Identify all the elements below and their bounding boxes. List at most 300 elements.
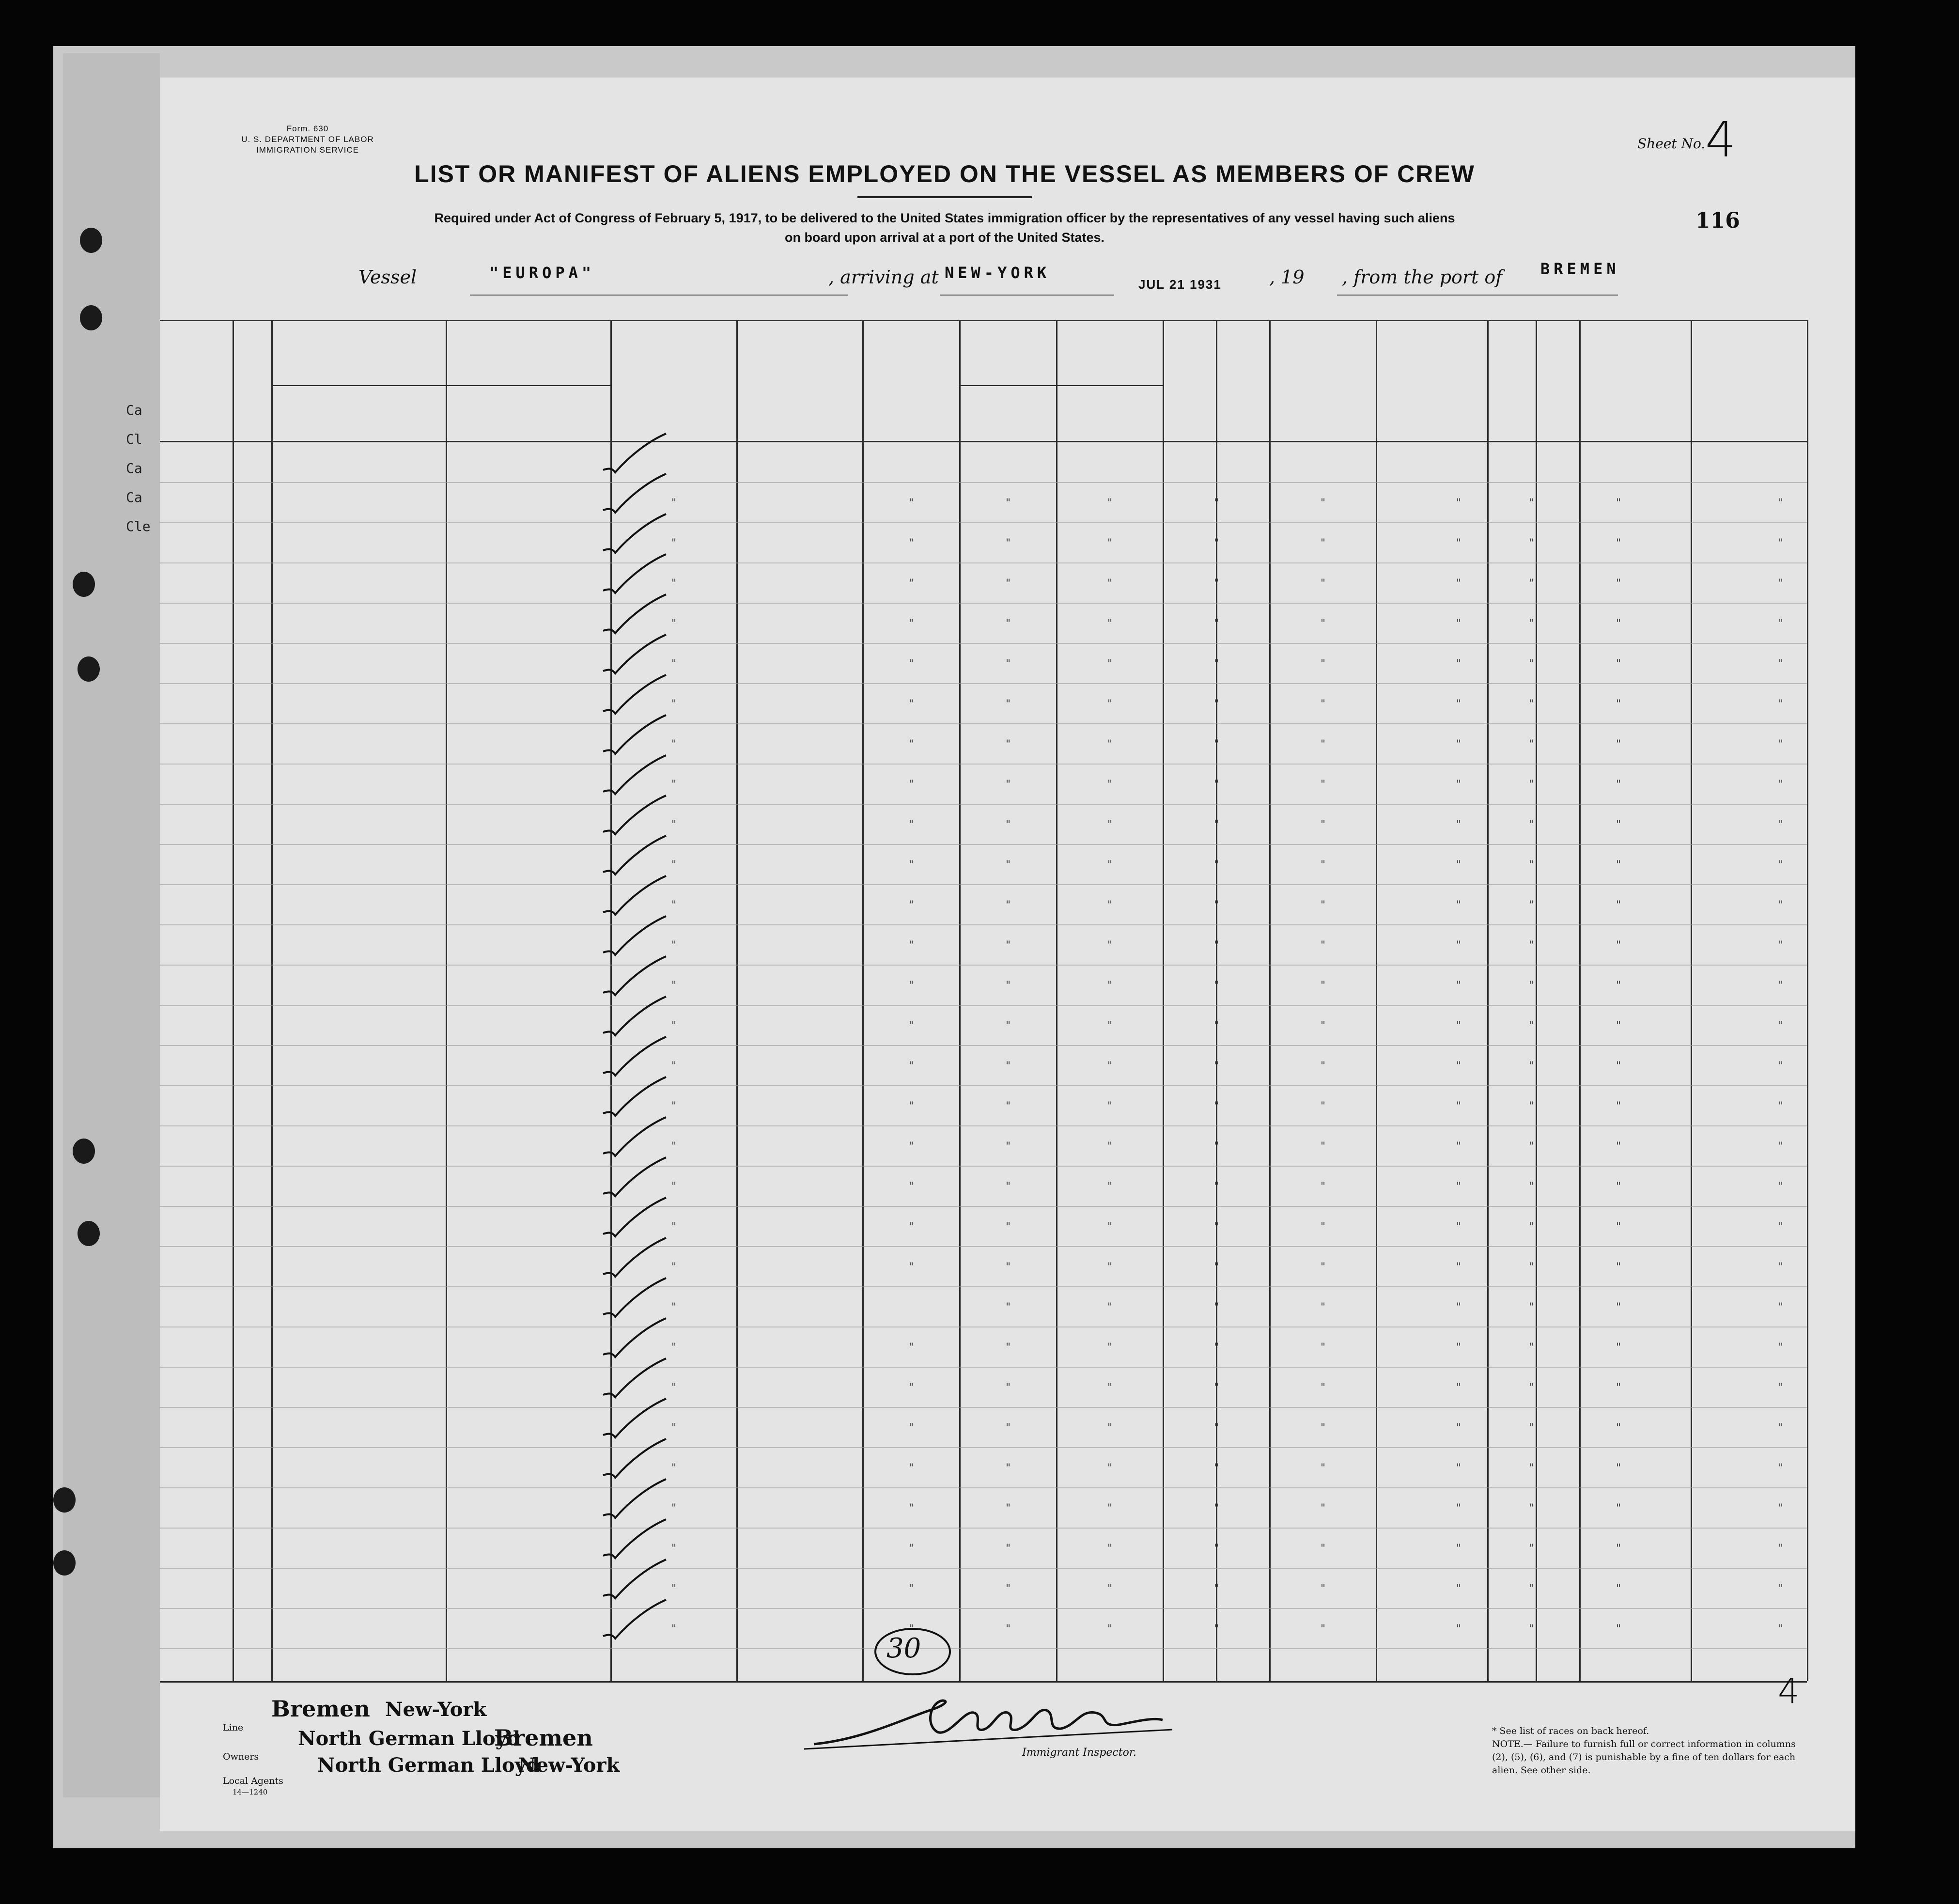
- check-mark-icon: [601, 793, 669, 837]
- ditto-mark: ": [671, 1100, 677, 1112]
- table-row-rule: [160, 804, 1807, 805]
- page-number: 116: [1695, 208, 1740, 233]
- ditto-mark: ": [1616, 537, 1621, 549]
- ditto-mark: ": [1006, 1060, 1011, 1072]
- ditto-mark: ": [909, 658, 914, 670]
- ditto-mark: ": [1456, 618, 1461, 630]
- ditto-mark: ": [671, 738, 677, 750]
- ditto-mark: ": [1006, 1543, 1011, 1555]
- vessel-underline: [470, 295, 848, 296]
- column-divider: [1487, 320, 1489, 1681]
- arrival-port: NEW-YORK: [945, 264, 1051, 282]
- ditto-mark: ": [671, 779, 677, 791]
- ditto-mark: ": [1006, 618, 1011, 630]
- punch-hole: [80, 305, 102, 330]
- table-row-rule: [160, 1085, 1807, 1086]
- check-mark-icon: [601, 431, 669, 475]
- ditto-mark: ": [1107, 1543, 1113, 1555]
- check-mark-icon: [601, 471, 669, 515]
- manifest-sheet: [160, 78, 1855, 1831]
- ditto-mark: ": [909, 859, 914, 871]
- column-divider: [271, 320, 273, 1681]
- ditto-mark: ": [1778, 577, 1784, 590]
- owners-label: Owners: [223, 1751, 259, 1762]
- table-row-rule: [160, 884, 1807, 885]
- check-mark-icon: [601, 1316, 669, 1359]
- ditto-mark: ": [671, 1342, 677, 1354]
- ditto-mark: ": [1006, 658, 1011, 670]
- ditto-mark: ": [1456, 1020, 1461, 1032]
- check-mark-icon: [601, 914, 669, 957]
- ditto-mark: ": [1321, 779, 1326, 791]
- ditto-mark: ": [671, 1020, 677, 1032]
- check-mark-icon: [601, 994, 669, 1038]
- ditto-mark: ": [671, 980, 677, 992]
- departure-underline: [1337, 295, 1618, 296]
- ditto-mark: ": [1529, 577, 1534, 590]
- ditto-mark: ": [1456, 497, 1461, 509]
- ditto-mark: ": [909, 497, 914, 509]
- owners-value-2: Bremen: [494, 1725, 593, 1751]
- ditto-mark: ": [1214, 497, 1219, 509]
- ditto-mark: ": [1529, 1060, 1534, 1072]
- ditto-mark: ": [1778, 779, 1784, 791]
- ditto-mark: ": [1778, 1543, 1784, 1555]
- ditto-mark: ": [1321, 1382, 1326, 1394]
- ditto-mark: ": [1321, 1422, 1326, 1434]
- total-count: 30: [886, 1633, 921, 1664]
- ditto-mark: ": [1214, 1502, 1219, 1514]
- ditto-mark: ": [1616, 1422, 1621, 1434]
- footnote: [1492, 1725, 1812, 1777]
- column-divider: [1269, 320, 1271, 1681]
- ditto-mark: ": [671, 1583, 677, 1595]
- check-mark-icon: [601, 1557, 669, 1601]
- ditto-mark: ": [1778, 1020, 1784, 1032]
- ditto-mark: ": [1616, 1502, 1621, 1514]
- ditto-mark: ": [1456, 738, 1461, 750]
- ditto-mark: ": [1456, 658, 1461, 670]
- ditto-mark: ": [909, 577, 914, 590]
- ditto-mark: ": [909, 1342, 914, 1354]
- table-row-rule: [160, 1568, 1807, 1569]
- ditto-mark: ": [909, 1181, 914, 1193]
- ditto-mark: ": [671, 618, 677, 630]
- ditto-mark: ": [1006, 1020, 1011, 1032]
- ditto-mark: ": [1214, 1342, 1219, 1354]
- ditto-mark: ": [1456, 1623, 1461, 1635]
- ditto-mark: ": [909, 537, 914, 549]
- ditto-mark: ": [1616, 939, 1621, 952]
- ditto-mark: ": [1529, 980, 1534, 992]
- service-name: IMMIGRATION SERVICE: [256, 145, 359, 155]
- ditto-mark: ": [1778, 1261, 1784, 1273]
- ditto-mark: ": [1616, 819, 1621, 831]
- table-row-rule: [160, 844, 1807, 845]
- ditto-mark: ": [1006, 1140, 1011, 1153]
- ditto-mark: ": [1107, 577, 1113, 590]
- ditto-mark: ": [1456, 1583, 1461, 1595]
- ditto-mark: ": [1456, 1301, 1461, 1313]
- ditto-mark: ": [1778, 698, 1784, 710]
- ditto-mark: ": [909, 1261, 914, 1273]
- ditto-mark: ": [1529, 1301, 1534, 1313]
- ditto-mark: ": [671, 497, 677, 509]
- crew-table: [160, 320, 1807, 1701]
- ditto-mark: ": [1214, 1060, 1219, 1072]
- ditto-mark: ": [1006, 1261, 1011, 1273]
- table-row-rule: [160, 1286, 1807, 1287]
- ditto-mark: ": [1616, 1140, 1621, 1153]
- table-row-rule: [160, 562, 1807, 563]
- margin-mark: 4: [1778, 1671, 1800, 1711]
- department-name: U. S. DEPARTMENT OF LABOR: [241, 135, 374, 144]
- ditto-mark: ": [1778, 1181, 1784, 1193]
- ditto-mark: ": [671, 819, 677, 831]
- ditto-mark: ": [1006, 1502, 1011, 1514]
- ditto-mark: ": [1321, 1140, 1326, 1153]
- ditto-mark: ": [1214, 1382, 1219, 1394]
- ditto-mark: ": [1778, 1382, 1784, 1394]
- check-mark-icon: [601, 672, 669, 716]
- year-prefix: , 19: [1269, 266, 1305, 288]
- ditto-mark: ": [1529, 1422, 1534, 1434]
- ditto-mark: ": [1214, 1543, 1219, 1555]
- ditto-mark: ": [1529, 1221, 1534, 1233]
- ditto-mark: ": [1006, 1181, 1011, 1193]
- table-row-rule: [160, 924, 1807, 925]
- ditto-mark: ": [1107, 1261, 1113, 1273]
- ditto-mark: ": [1214, 819, 1219, 831]
- ditto-mark: ": [909, 1382, 914, 1394]
- ditto-mark: ": [1214, 1181, 1219, 1193]
- ditto-mark: ": [1214, 738, 1219, 750]
- ditto-mark: ": [1214, 980, 1219, 992]
- ditto-mark: ": [1616, 658, 1621, 670]
- ditto-mark: ": [1107, 1060, 1113, 1072]
- ditto-mark: ": [1006, 779, 1011, 791]
- check-mark-icon: [601, 632, 669, 676]
- ditto-mark: ": [1107, 1462, 1113, 1474]
- ditto-mark: ": [1616, 1543, 1621, 1555]
- ditto-mark: ": [1214, 698, 1219, 710]
- check-mark-icon: [601, 1195, 669, 1239]
- ditto-mark: ": [671, 1422, 677, 1434]
- column-divider: [862, 320, 864, 1681]
- ditto-mark: ": [1107, 698, 1113, 710]
- check-mark-icon: [601, 1597, 669, 1641]
- ditto-mark: ": [1107, 859, 1113, 871]
- ditto-mark: ": [1006, 859, 1011, 871]
- ditto-mark: ": [1616, 1623, 1621, 1635]
- column-divider: [1691, 320, 1692, 1681]
- table-row-rule: [160, 1407, 1807, 1408]
- ditto-mark: ": [1456, 899, 1461, 911]
- ditto-mark: ": [1456, 1100, 1461, 1112]
- ditto-mark: ": [1006, 899, 1011, 911]
- ditto-mark: ": [1778, 1301, 1784, 1313]
- ditto-mark: ": [1456, 1342, 1461, 1354]
- sheet-number-label: Sheet No.: [1637, 136, 1706, 152]
- ditto-mark: ": [1321, 658, 1326, 670]
- ditto-mark: ": [1778, 738, 1784, 750]
- ditto-mark: ": [1107, 1301, 1113, 1313]
- ditto-mark: ": [1006, 1221, 1011, 1233]
- check-mark-icon: [601, 1477, 669, 1520]
- ditto-mark: ": [1006, 577, 1011, 590]
- ditto-mark: ": [909, 1422, 914, 1434]
- table-row-rule: [160, 1367, 1807, 1368]
- ditto-mark: ": [1321, 537, 1326, 549]
- ditto-mark: ": [1529, 1181, 1534, 1193]
- ditto-mark: ": [1529, 497, 1534, 509]
- ditto-mark: ": [1214, 1140, 1219, 1153]
- ditto-mark: ": [909, 1502, 914, 1514]
- ditto-mark: ": [1321, 980, 1326, 992]
- ditto-mark: ": [1456, 1382, 1461, 1394]
- subtitle-line-1: Required under Act of Congress of February 5, 1917, to be delivered to the United States immigration officer by the representatives of any vessel having such aliens: [434, 211, 1455, 225]
- ditto-mark: ": [671, 1301, 677, 1313]
- ditto-mark: ": [1321, 899, 1326, 911]
- ditto-mark: ": [1616, 618, 1621, 630]
- ditto-mark: ": [1778, 497, 1784, 509]
- ditto-mark: ": [1616, 1462, 1621, 1474]
- ditto-mark: ": [1529, 1342, 1534, 1354]
- table-row-rule: [160, 522, 1807, 523]
- table-row-rule: [160, 1447, 1807, 1448]
- check-mark-icon: [601, 552, 669, 595]
- ditto-mark: ": [1616, 1020, 1621, 1032]
- ditto-mark: ": [909, 1020, 914, 1032]
- ditto-mark: ": [1529, 859, 1534, 871]
- column-divider: [1807, 320, 1808, 1681]
- ditto-mark: ": [1778, 1502, 1784, 1514]
- ditto-mark: ": [1107, 1382, 1113, 1394]
- ditto-mark: ": [1214, 537, 1219, 549]
- ditto-mark: ": [1107, 1100, 1113, 1112]
- owners-value-1: North German Lloyd: [298, 1727, 520, 1750]
- ditto-mark: ": [1529, 779, 1534, 791]
- ditto-mark: ": [1214, 577, 1219, 590]
- ditto-mark: ": [1214, 859, 1219, 871]
- ditto-mark: ": [671, 1382, 677, 1394]
- ditto-mark: ": [909, 618, 914, 630]
- ditto-mark: ": [1778, 899, 1784, 911]
- ditto-mark: ": [1456, 1060, 1461, 1072]
- check-mark-icon: [601, 833, 669, 877]
- ditto-mark: ": [1456, 1422, 1461, 1434]
- ditto-mark: ": [1107, 819, 1113, 831]
- vessel-label: Vessel: [358, 266, 417, 288]
- ditto-mark: ": [1321, 1181, 1326, 1193]
- column-divider: [1579, 320, 1581, 1681]
- ditto-mark: ": [909, 1140, 914, 1153]
- footnote-penalty: NOTE.— Failure to furnish full or correct information in columns (2), (5), (6), and (7) is punishable by a fine of ten dollars for each alien. See other side.: [1492, 1739, 1796, 1776]
- ditto-mark: ": [1456, 1462, 1461, 1474]
- line-value-1: Bremen: [271, 1696, 370, 1722]
- ditto-mark: ": [671, 1181, 677, 1193]
- check-mark-icon: [601, 1396, 669, 1440]
- ditto-mark: ": [1616, 779, 1621, 791]
- table-row-rule: [160, 683, 1807, 684]
- ditto-mark: ": [1529, 618, 1534, 630]
- ditto-mark: ": [1321, 1221, 1326, 1233]
- ditto-mark: ": [1616, 980, 1621, 992]
- ditto-mark: ": [1107, 1422, 1113, 1434]
- ditto-mark: ": [671, 859, 677, 871]
- ditto-mark: ": [671, 1543, 677, 1555]
- ditto-mark: ": [1214, 1301, 1219, 1313]
- ditto-mark: ": [1616, 1382, 1621, 1394]
- ditto-mark: ": [1778, 980, 1784, 992]
- department-block: [206, 124, 409, 156]
- ditto-mark: ": [1616, 698, 1621, 710]
- check-mark-icon: [601, 713, 669, 756]
- ditto-mark: ": [1778, 1462, 1784, 1474]
- punch-hole: [80, 228, 102, 253]
- inspector-label: Immigrant Inspector.: [1022, 1747, 1136, 1759]
- page-title: LIST OR MANIFEST OF ALIENS EMPLOYED ON THE VESSEL AS MEMBERS OF CREW: [414, 160, 1475, 187]
- ditto-mark: ": [671, 1140, 677, 1153]
- check-mark-icon: [601, 753, 669, 796]
- column-divider: [1376, 320, 1377, 1681]
- ditto-mark: ": [1778, 1100, 1784, 1112]
- ditto-mark: ": [1778, 618, 1784, 630]
- punch-hole: [78, 1221, 100, 1246]
- ditto-mark: ": [1107, 537, 1113, 549]
- line-label: Line: [223, 1722, 244, 1733]
- vessel-name: "EUROPA": [489, 264, 595, 282]
- ditto-mark: ": [671, 698, 677, 710]
- ditto-mark: ": [1006, 698, 1011, 710]
- table-row-rule: [160, 603, 1807, 604]
- check-mark-icon: [601, 874, 669, 917]
- ditto-mark: ": [1321, 819, 1326, 831]
- ditto-mark: ": [1006, 1462, 1011, 1474]
- table-row-rule: [160, 643, 1807, 644]
- ditto-mark: ": [1321, 1462, 1326, 1474]
- ditto-mark: ": [1214, 1221, 1219, 1233]
- table-row-rule: [160, 1125, 1807, 1126]
- sheet-number: 4: [1705, 111, 1736, 168]
- ditto-mark: ": [909, 1221, 914, 1233]
- ditto-mark: ": [1529, 939, 1534, 952]
- ditto-mark: ": [1321, 497, 1326, 509]
- table-row-rule: [160, 1005, 1807, 1006]
- ditto-mark: ": [1529, 1502, 1534, 1514]
- table-row-rule: [160, 1648, 1807, 1649]
- ditto-mark: ": [1107, 618, 1113, 630]
- punch-hole: [73, 1139, 95, 1164]
- ditto-mark: ": [1107, 1502, 1113, 1514]
- ditto-mark: ": [1214, 899, 1219, 911]
- ditto-mark: ": [1456, 537, 1461, 549]
- agents-code: 14—1240: [233, 1788, 268, 1796]
- ditto-mark: ": [1321, 939, 1326, 952]
- ditto-mark: ": [1321, 738, 1326, 750]
- ditto-mark: ": [909, 1060, 914, 1072]
- ditto-mark: ": [1321, 1020, 1326, 1032]
- ditto-mark: ": [1321, 1502, 1326, 1514]
- ditto-mark: ": [1107, 1623, 1113, 1635]
- ditto-mark: ": [1107, 980, 1113, 992]
- table-row-rule: [160, 1246, 1807, 1247]
- side-label: Cl: [126, 431, 142, 447]
- ditto-mark: ": [1321, 577, 1326, 590]
- ditto-mark: ": [1321, 1301, 1326, 1313]
- table-header-rule: [160, 441, 1807, 442]
- ditto-mark: ": [1456, 939, 1461, 952]
- ditto-mark: ": [1214, 1583, 1219, 1595]
- ditto-mark: ": [1006, 1583, 1011, 1595]
- ditto-mark: ": [1456, 577, 1461, 590]
- table-row-rule: [160, 482, 1807, 483]
- ditto-mark: ": [1006, 1623, 1011, 1635]
- ditto-mark: ": [1456, 1181, 1461, 1193]
- ditto-mark: ": [1321, 698, 1326, 710]
- ditto-mark: ": [1778, 537, 1784, 549]
- ditto-mark: ": [1778, 1140, 1784, 1153]
- ditto-mark: ": [1778, 939, 1784, 952]
- shipped-subheader-rule: [959, 385, 1163, 386]
- ditto-mark: ": [1006, 939, 1011, 952]
- ditto-mark: ": [1529, 1382, 1534, 1394]
- ditto-mark: ": [1107, 899, 1113, 911]
- ditto-mark: ": [1456, 1543, 1461, 1555]
- check-mark-icon: [601, 592, 669, 636]
- ditto-mark: ": [1616, 1261, 1621, 1273]
- check-mark-icon: [601, 1034, 669, 1078]
- check-mark-icon: [601, 1235, 669, 1279]
- check-mark-icon: [601, 1075, 669, 1118]
- check-mark-icon: [601, 954, 669, 998]
- ditto-mark: ": [1107, 658, 1113, 670]
- ditto-mark: ": [1529, 1462, 1534, 1474]
- ditto-mark: ": [1529, 1020, 1534, 1032]
- ditto-mark: ": [1616, 1301, 1621, 1313]
- ditto-mark: ": [1778, 658, 1784, 670]
- ditto-mark: ": [1214, 658, 1219, 670]
- shipped-subdivider: [1056, 385, 1057, 1681]
- footnote-races: * See list of races on back hereof.: [1492, 1726, 1649, 1736]
- ditto-mark: ": [1778, 1583, 1784, 1595]
- ditto-mark: ": [1321, 859, 1326, 871]
- ditto-mark: ": [1529, 658, 1534, 670]
- ditto-mark: ": [1529, 1140, 1534, 1153]
- ditto-mark: ": [1214, 1623, 1219, 1635]
- punch-hole: [73, 572, 95, 597]
- ditto-mark: ": [1529, 1543, 1534, 1555]
- ditto-mark: ": [909, 899, 914, 911]
- check-mark-icon: [601, 1436, 669, 1480]
- side-label: Ca: [126, 489, 142, 505]
- ditto-mark: ": [1529, 899, 1534, 911]
- title-rule: [857, 196, 1032, 198]
- ditto-mark: ": [909, 1462, 914, 1474]
- column-divider: [1163, 320, 1164, 1681]
- ditto-mark: ": [1214, 1020, 1219, 1032]
- check-mark-icon: [601, 1115, 669, 1158]
- column-divider: [1216, 320, 1217, 1681]
- ditto-mark: ": [1616, 859, 1621, 871]
- ditto-mark: ": [1616, 1583, 1621, 1595]
- ditto-mark: ": [1006, 980, 1011, 992]
- ditto-mark: ": [671, 939, 677, 952]
- ditto-mark: ": [1321, 1583, 1326, 1595]
- ditto-mark: ": [1214, 1100, 1219, 1112]
- ditto-mark: ": [1006, 1342, 1011, 1354]
- ditto-mark: ": [1778, 819, 1784, 831]
